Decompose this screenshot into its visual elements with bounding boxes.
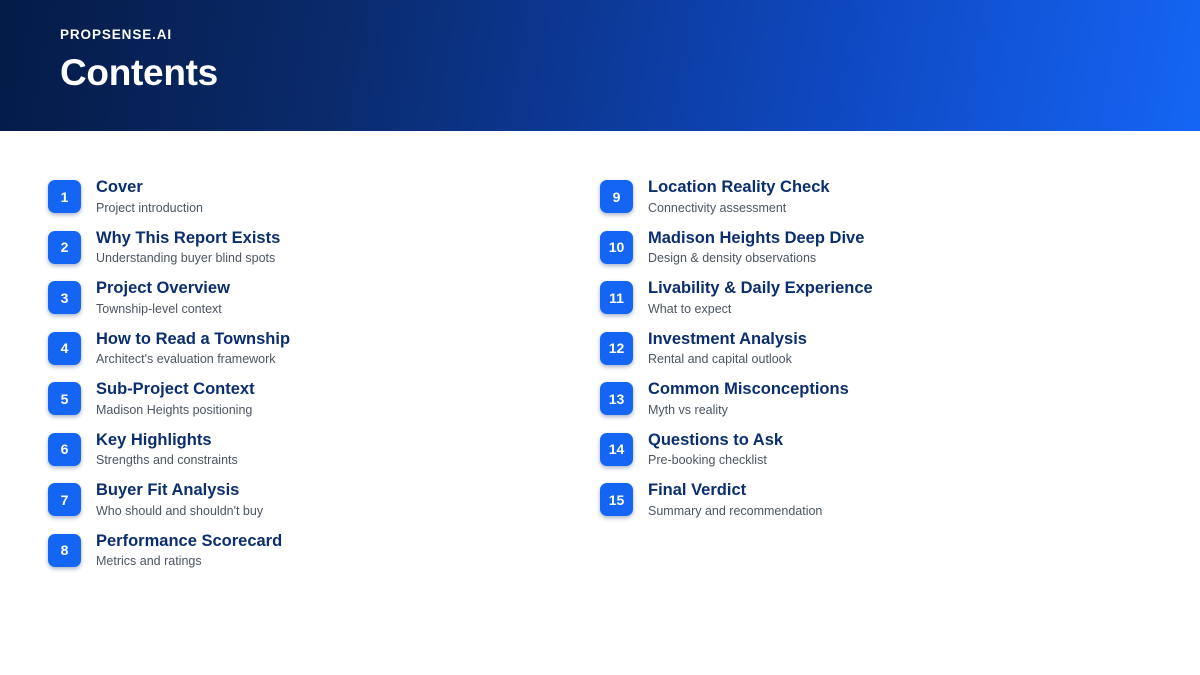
item-text-group — [633, 481, 822, 519]
item-number-badge: 10 — [600, 231, 633, 264]
item-title: How to Read a Township — [96, 329, 291, 348]
list-item[interactable] — [48, 279, 552, 330]
item-text-group — [633, 330, 807, 368]
item-subtitle: Madison Heights positioning — [96, 402, 253, 417]
item-subtitle: Myth vs reality — [648, 402, 728, 417]
list-item[interactable] — [48, 229, 552, 280]
list-item[interactable] — [48, 481, 552, 532]
item-title: Madison Heights Deep Dive — [648, 228, 865, 247]
item-subtitle: Understanding buyer blind spots — [96, 251, 276, 266]
item-text-group — [81, 178, 203, 216]
item-title: Investment Analysis — [648, 329, 807, 348]
list-item[interactable] — [600, 178, 1152, 229]
item-title: Performance Scorecard — [96, 531, 283, 550]
item-text-group — [81, 431, 238, 469]
item-title: Livability & Daily Experience — [648, 279, 873, 297]
item-title: Sub-Project Context — [96, 380, 255, 398]
list-item[interactable] — [48, 532, 552, 583]
item-title: Key Highlights — [96, 430, 212, 449]
item-number-badge: 11 — [600, 281, 633, 314]
item-title: Location Reality Check — [648, 178, 830, 196]
item-subtitle: Project introduction — [96, 200, 204, 215]
item-title: Cover — [96, 178, 143, 196]
item-number-badge: 8 — [48, 534, 81, 567]
list-item[interactable] — [48, 178, 552, 229]
item-subtitle: Township-level context — [96, 301, 222, 316]
slide-header — [0, 0, 1200, 131]
item-text-group — [633, 178, 830, 216]
item-number-badge: 12 — [600, 332, 633, 365]
list-item[interactable] — [48, 380, 552, 431]
item-number-badge: 3 — [48, 281, 81, 314]
item-number-badge: 1 — [48, 180, 81, 213]
item-text-group — [81, 330, 290, 368]
list-item[interactable] — [48, 330, 552, 381]
item-subtitle: Pre-booking checklist — [648, 453, 767, 468]
item-number-badge: 9 — [600, 180, 633, 213]
item-number-badge: 2 — [48, 231, 81, 264]
item-subtitle: Summary and recommendation — [648, 503, 823, 518]
contents-column-left — [0, 178, 552, 675]
item-subtitle: Who should and shouldn't buy — [96, 503, 264, 518]
item-title: Buyer Fit Analysis — [96, 481, 240, 499]
item-number-badge: 5 — [48, 382, 81, 415]
item-title: Why This Report Exists — [96, 228, 281, 247]
item-subtitle: Rental and capital outlook — [648, 352, 792, 367]
item-title: Final Verdict — [648, 481, 747, 499]
item-subtitle: What to expect — [648, 301, 732, 316]
item-text-group — [633, 380, 849, 418]
item-title: Common Misconceptions — [648, 380, 849, 398]
contents-column-right — [552, 178, 1152, 675]
item-number-badge: 7 — [48, 483, 81, 516]
item-subtitle: Design & density observations — [648, 251, 817, 266]
item-number-badge: 6 — [48, 433, 81, 466]
list-item[interactable] — [600, 229, 1152, 280]
item-number-badge: 14 — [600, 433, 633, 466]
list-item[interactable] — [600, 279, 1152, 330]
item-number-badge: 4 — [48, 332, 81, 365]
item-title: Project Overview — [96, 279, 230, 297]
item-subtitle: Strengths and constraints — [96, 453, 238, 468]
page-title: Contents — [60, 51, 218, 93]
item-text-group — [81, 481, 263, 519]
list-item[interactable] — [600, 431, 1152, 482]
item-title: Questions to Ask — [648, 430, 784, 449]
item-text-group — [81, 279, 230, 317]
item-text-group — [81, 532, 282, 570]
item-text-group — [633, 229, 864, 267]
list-item[interactable] — [600, 380, 1152, 431]
contents-columns — [0, 131, 1200, 675]
list-item[interactable] — [600, 481, 1152, 532]
item-number-badge: 13 — [600, 382, 633, 415]
list-item[interactable] — [600, 330, 1152, 381]
item-text-group — [81, 380, 255, 418]
item-subtitle: Connectivity assessment — [648, 200, 787, 215]
item-subtitle: Metrics and ratings — [96, 554, 202, 569]
item-text-group — [633, 279, 873, 317]
list-item[interactable] — [48, 431, 552, 482]
item-text-group — [633, 431, 783, 469]
item-subtitle: Architect's evaluation framework — [96, 352, 276, 367]
item-number-badge: 15 — [600, 483, 633, 516]
item-text-group — [81, 229, 280, 267]
brand-label: PROPSENSE.AI — [60, 27, 173, 42]
